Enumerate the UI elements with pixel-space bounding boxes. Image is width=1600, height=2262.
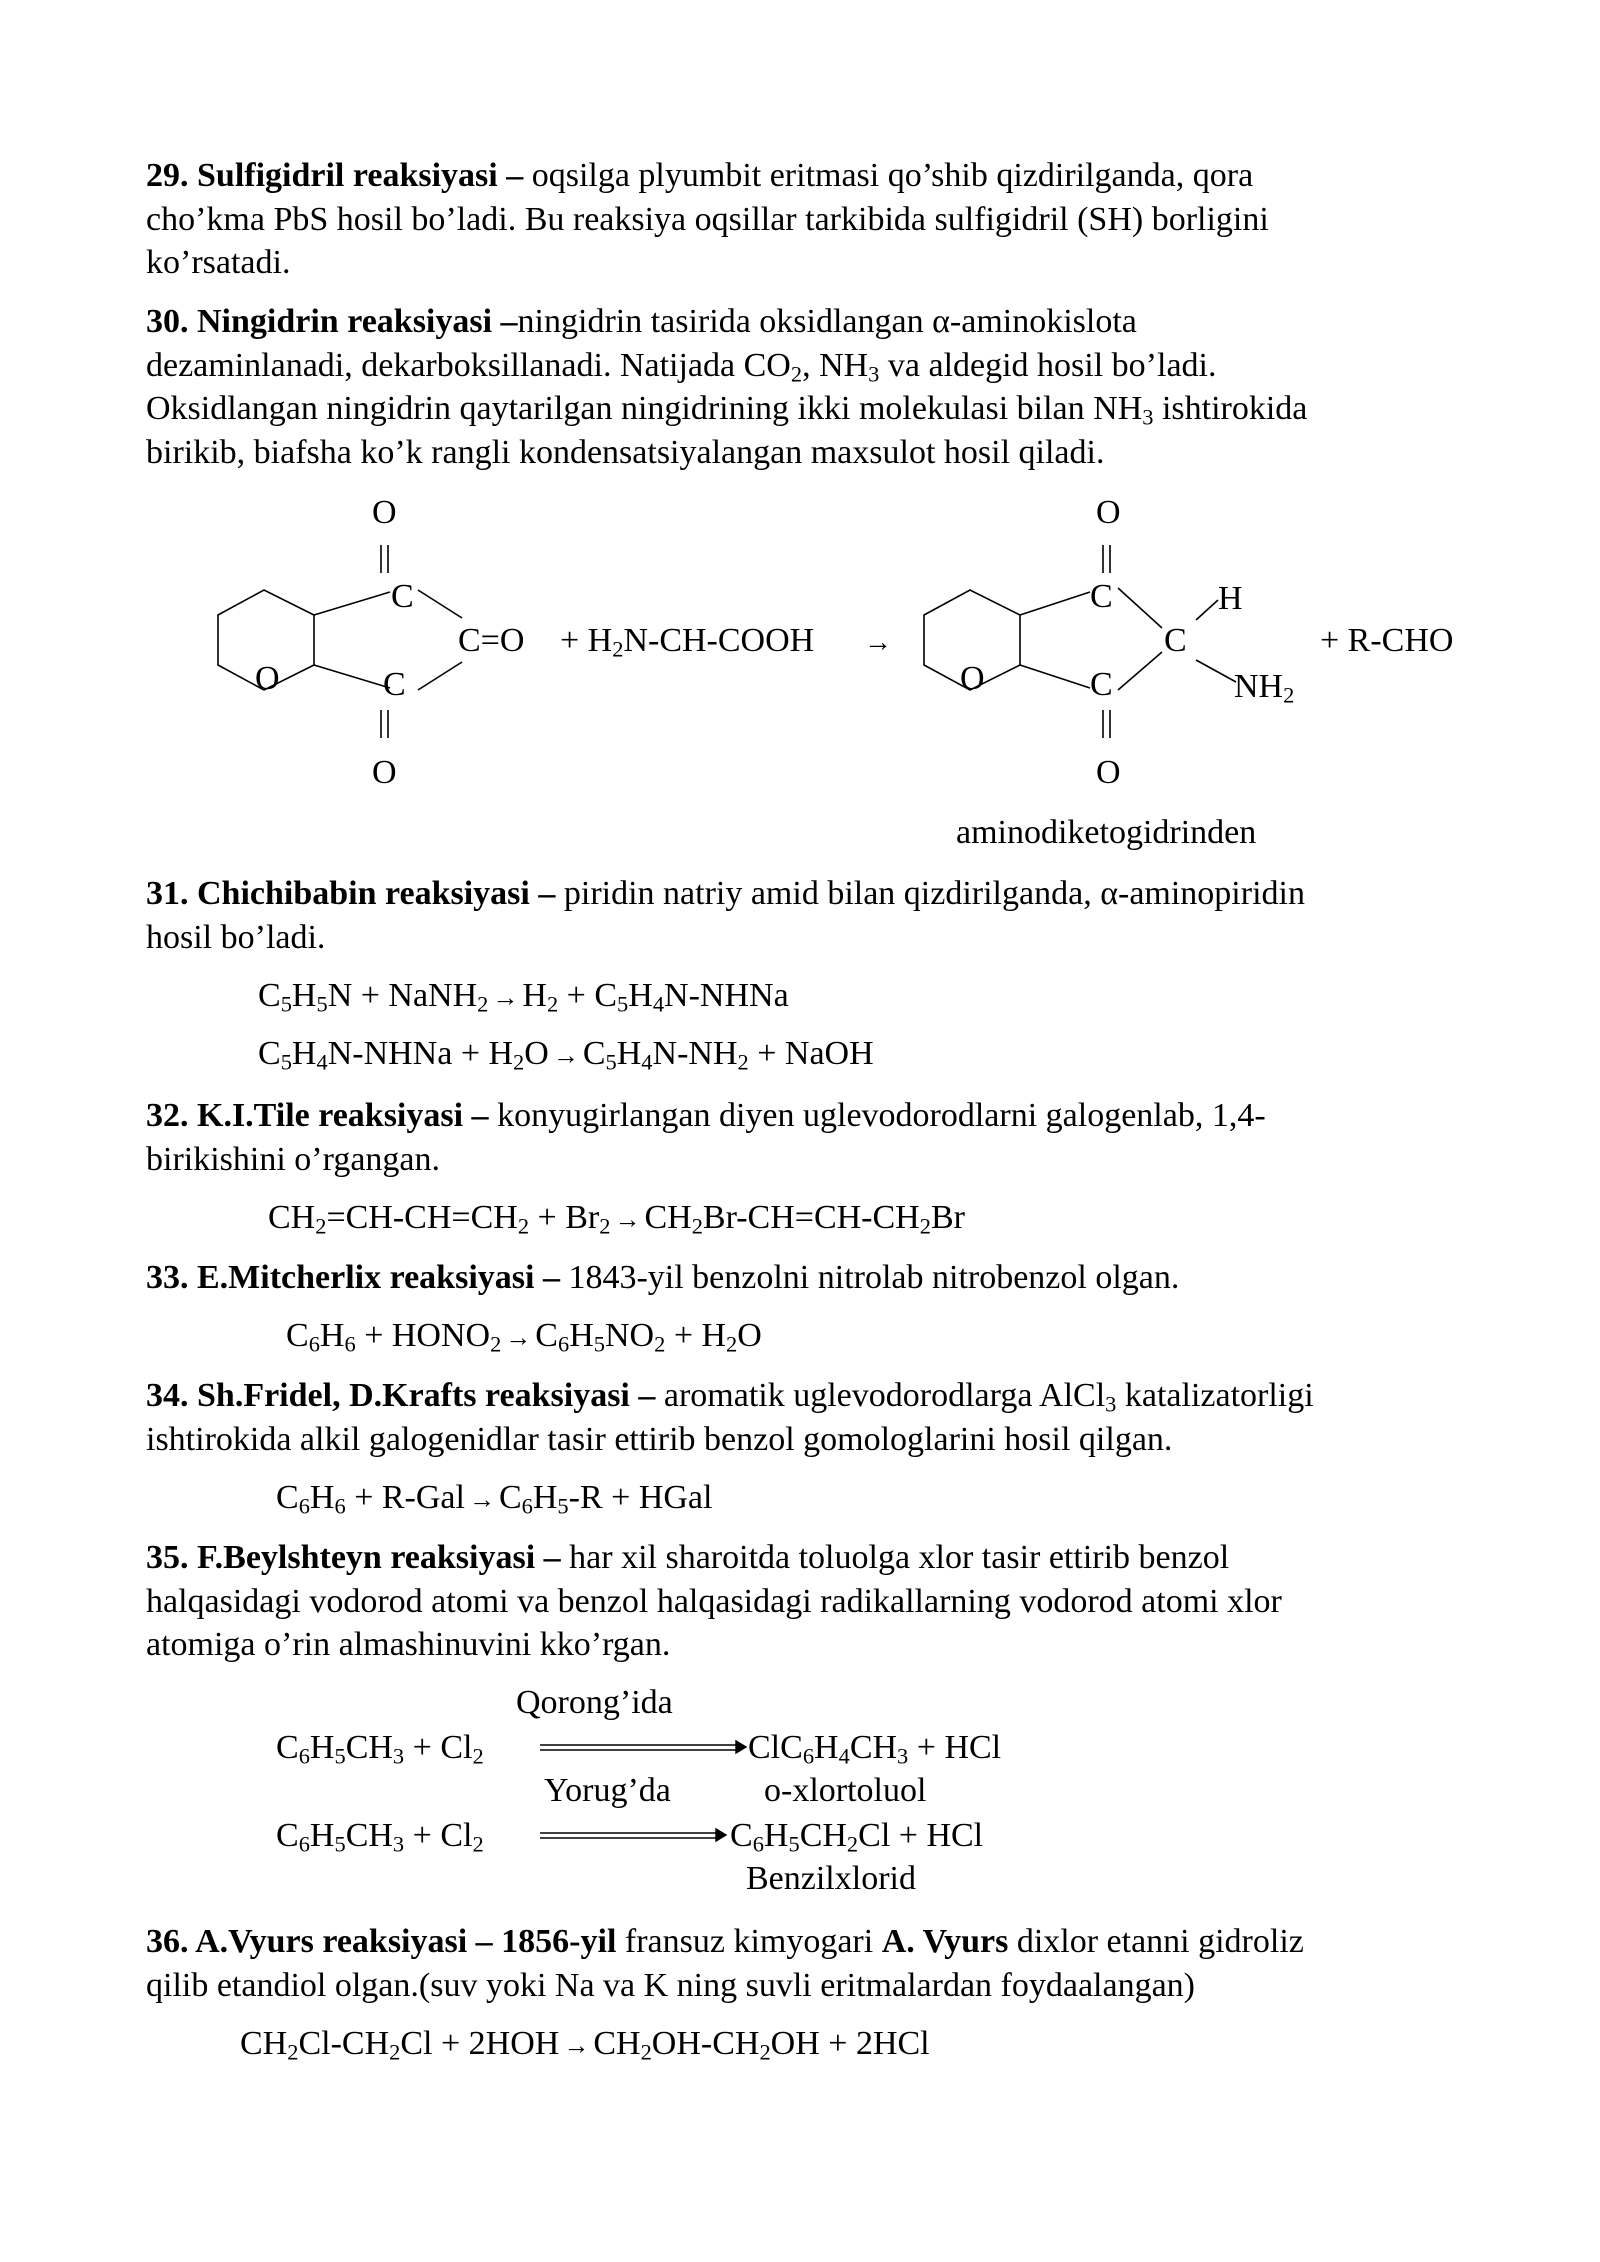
section-33: 33. E.Mitcherlix reaksiyasi – 1843-yil benzolni nitrolab nitrobenzol olgan. (146, 1259, 1180, 1296)
scheme-caption: aminodiketogidrinden (956, 814, 1257, 851)
section-31: 31. Chichibabin reaksiyasi – piridin natriy amid bilan qizdirilganda, α-aminopiridin hosil bo’ladi. (146, 875, 1305, 956)
equation-36: $CH_2Cl-CH_2Cl + 2HOH \to CH_2OH-CH_2OH + 2HCl$ (240, 2025, 930, 2065)
carbon-bottom-right: C (1090, 666, 1113, 703)
equation-34: $C_6H_6 + R-Gal \to C_6H_5-R$ + HGal (276, 1479, 713, 1519)
section-29: 29. Sulfigidril reaksiyasi – oqsilga plyumbit eritmasi qo’shib qizdirilganda, qora cho’kma PbS hosil bo’ladi. Bu reaksiya oqsillar tarkibida sulfigidril (SH) borligini ko’rsatadi. (146, 157, 1269, 281)
equation-32: $CH_2=CH-CH=CH_2 + Br_2 \to CH_2Br-CH=CH-CH_2Br$ (268, 1199, 965, 1239)
aldehyde-product: + R-CHO (1320, 622, 1454, 659)
oxygen-top-right: O (1096, 494, 1121, 531)
section-34: 34. Sh.Fridel, D.Krafts reaksiyasi – aromatik uglevodorodlarga AlCl$_3$ katalizatorligi ishtirokida alkil galogenidlar tasir ettirib benzol gomologlarini hosil qilgan. (146, 1377, 1314, 1458)
section-36-title: 36. A.Vyurs reaksiyasi – 1856-yil (146, 1923, 617, 1960)
reaction-35-2-right: $C_6H_5CH_2Cl$ + HCl (730, 1817, 984, 1857)
section-35-title: 35. F.Beylshteyn reaksiyasi – (146, 1539, 561, 1576)
condition-light: Yorug’da (544, 1772, 671, 1809)
arrow-head-1 (736, 1741, 746, 1753)
amine-group: $NH_2$ (1234, 668, 1295, 708)
reaction-35-1-left: $C_6H_5CH_3 + Cl_2$ (276, 1729, 484, 1769)
equation-31-2: $C_5H_4N$-NHNa + $H_2O \to C_5H_4N-NH_2$ + NaOH (258, 1035, 874, 1075)
reaction-35-2-left: $C_6H_5CH_3 + Cl_2$ (276, 1817, 484, 1857)
ring-oxygen-right: O (960, 660, 985, 697)
section-32: 32. K.I.Tile reaksiyasi – konyugirlangan diyen uglevodorodlarni galogenlab, 1,4- birikishini o’rgangan. (146, 1097, 1266, 1178)
section-29-title: 29. Sulfigidril reaksiyasi – (146, 157, 524, 194)
condition-dark: Qorong’ida (516, 1684, 673, 1721)
product-name-1: o-xlortoluol (764, 1772, 927, 1809)
carbon-bottom-left: C (383, 666, 406, 703)
section-30-title: 30. Ningidrin reaksiyasi – (146, 303, 518, 340)
product-name-2: Benzilxlorid (746, 1860, 916, 1897)
section-34-title: 34. Sh.Fridel, D.Krafts reaksiyasi – (146, 1377, 656, 1414)
oxygen-top-left: O (372, 494, 397, 531)
reaction-35-1-right: $ClC_6H_4CH_3$ + HCl (748, 1729, 1002, 1769)
carbon-center-right: C (1164, 622, 1187, 659)
section-33-title: 33. E.Mitcherlix reaksiyasi – (146, 1259, 560, 1296)
section-30: 30. Ningidrin reaksiyasi –ningidrin tasirida oksidlangan α-aminokislota dezaminlanadi, dekarboksillanadi. Natijada $CO_2$, $NH_3$ va aldegid hosil bo’ladi. Oksidlangan ningidrin qaytarilgan ningidrining ikki molekulasi bilan $NH_3$ ishtirokida birikib, biafsha ko’k rangli kondensatsiyalangan maxsulot hosil qiladi. (146, 303, 1308, 471)
section-31-title: 31. Chichibabin reaksiyasi – (146, 875, 556, 912)
section-36: 36. A.Vyurs reaksiyasi – 1856-yil fransuz kimyogari A. Vyurs dixlor etanni gidroliz qilib etandiol olgan.(suv yoki Na va K ning suvli eritmalardan foydaalangan) (146, 1923, 1304, 2004)
equation-33: $C_6H_6$ + $HONO_2 \to C_6H_5NO_2 + H_2O$ (286, 1317, 762, 1357)
hydrogen-label: H (1218, 580, 1243, 617)
oxygen-bottom-left: O (372, 754, 397, 791)
equation-31-1: $C_5H_5N$ + NaNH$_2$ → $H_2$ + $C_5H_4N$-NHNa (258, 977, 789, 1017)
arrow-head-2 (716, 1829, 726, 1841)
amino-acid-reagent: + $H_2N-CH$-COOH (560, 622, 815, 662)
carbonyl-group: C=O (458, 622, 525, 659)
ring-oxygen-left: O (255, 660, 280, 697)
section-32-title: 32. K.I.Tile reaksiyasi – (146, 1097, 489, 1134)
section-35: 35. F.Beylshteyn reaksiyasi – har xil sharoitda toluolga xlor tasir ettirib benzol halqasidagi vodorod atomi va benzol halqasidagi radikallarning vodorod atomi xlor atomiga o’rin almashinuvini kko’rgan. (146, 1539, 1282, 1663)
carbon-top-left: C (391, 578, 414, 615)
carbon-top-right: C (1090, 578, 1113, 615)
reaction-arrow: → (864, 627, 892, 658)
oxygen-bottom-right: O (1096, 754, 1121, 791)
